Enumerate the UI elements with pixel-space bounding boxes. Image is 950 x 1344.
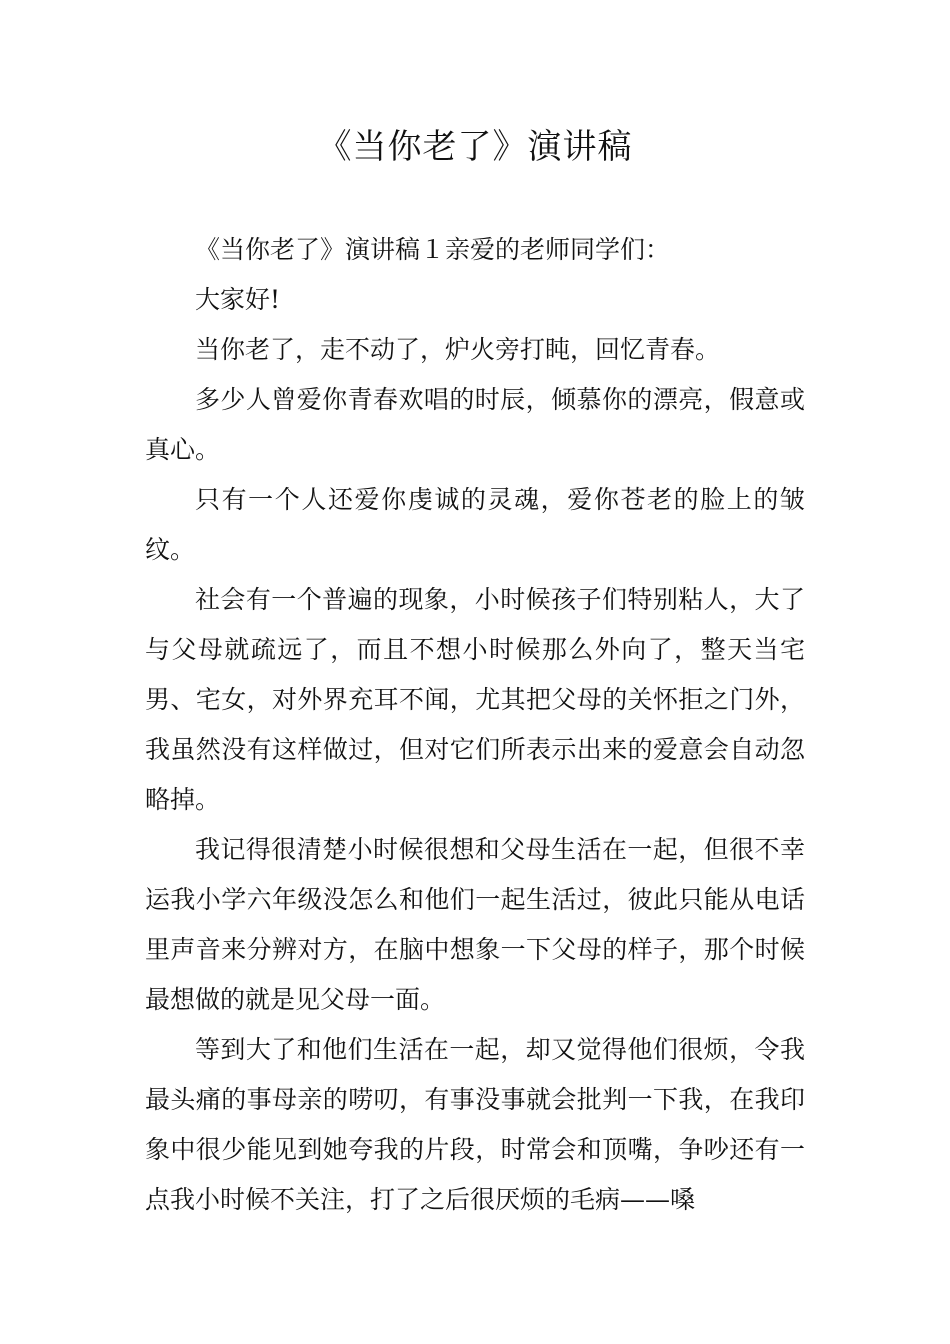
paragraph-4: 多少人曾爱你青春欢唱的时辰，倾慕你的漂亮，假意或真心。 — [145, 385, 805, 464]
paragraph-1: 《当你老了》演讲稿１亲爱的老师同学们： — [195, 235, 671, 264]
paragraph-7: 我记得很清楚小时候很想和父母生活在一起，但很不幸运我小学六年级没怎么和他们一起生活过，彼此只能从电话里声音来分辨对方，在脑中想象一下父母的样子，那个时候最想做的就是见父母一面。 — [145, 835, 805, 1014]
paragraph-8: 等到大了和他们生活在一起，却又觉得他们很烦，令我最头痛的事母亲的唠叨，有事没事就会批判一下我，在我印象中很少能见到她夸我的片段，时常会和顶嘴，争吵还有一点我小时候不关注，打了之后很厌烦的毛病——嗓 — [145, 1035, 805, 1214]
document-title: 《当你老了》演讲稿 — [317, 127, 633, 167]
paragraph-3: 当你老了，走不动了，炉火旁打盹，回忆青春。 — [195, 335, 721, 364]
paragraph-2: 大家好! — [195, 285, 281, 314]
paragraph-5: 只有一个人还爱你虔诚的灵魂，爱你苍老的脸上的皱纹。 — [145, 485, 805, 564]
document-body — [145, 225, 805, 1225]
paragraph-6: 社会有一个普遍的现象，小时候孩子们特别粘人，大了与父母就疏远了，而且不想小时候那么外向了，整天当宅男、宅女，对外界充耳不闻，尤其把父母的关怀拒之门外，我虽然没有这样做过，但对它们所表示出来的爱意会自动忽略掉。 — [145, 585, 805, 814]
